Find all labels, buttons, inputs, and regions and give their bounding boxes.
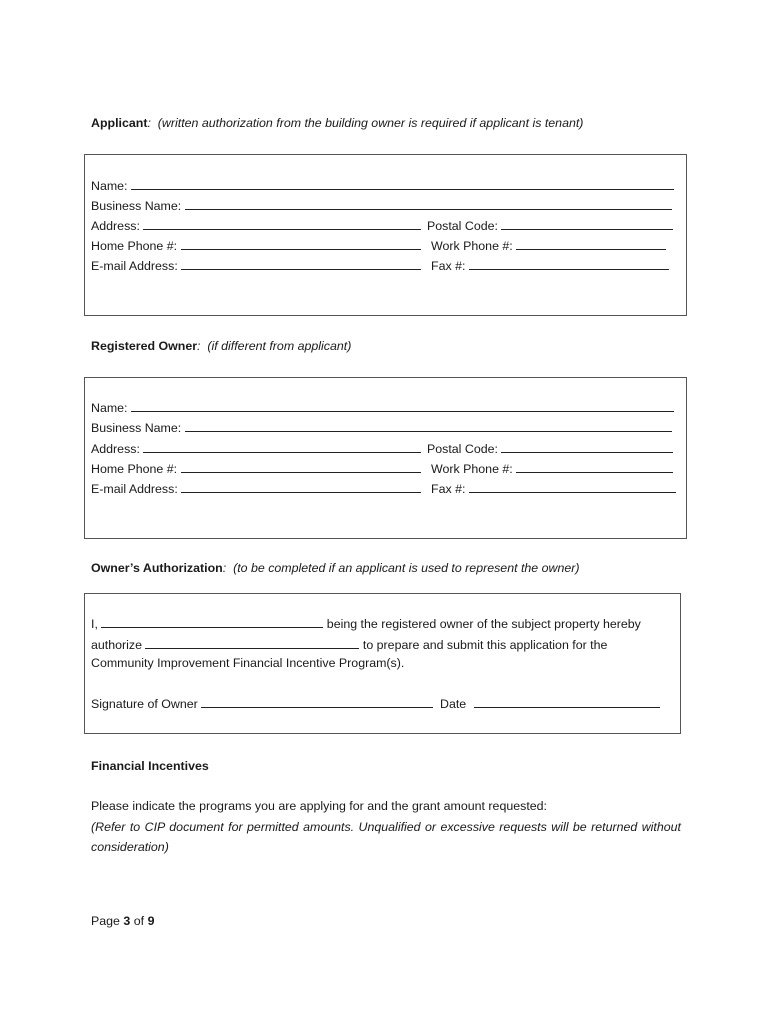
applicant-home-phone-row: Home Phone #: [91,237,421,253]
applicant-address-row: Address: [91,217,421,233]
owner-postal-row: Postal Code: [427,440,673,456]
owner-postal-code-field[interactable] [501,440,673,453]
applicant-email-field[interactable] [181,257,421,270]
applicant-email-row: E-mail Address: [91,257,421,273]
signature-of-owner-field[interactable] [201,695,433,708]
registered-owner-title: Registered Owner [91,339,198,353]
applicant-note: (written authorization from the building owner is required if applicant is tenant) [157,116,584,130]
authorization-line-1: I, being the registered owner of the subject property hereby [91,617,641,631]
financial-incentives-note: (Refer to CIP document for permitted amounts. Unqualified or excessive requests will be returned without consideration) [91,820,681,854]
applicant-name-row: Name: [91,177,674,193]
applicant-business-row: Business Name: [91,197,672,213]
owner-work-phone-field[interactable] [516,460,673,473]
owner-email-row: E-mail Address: [91,480,421,496]
owner-name-field[interactable] [131,399,674,412]
authorized-applicant-blank[interactable] [145,636,359,649]
date-row: Date [440,695,660,711]
owners-authorization-title: Owner’s Authorization [91,561,223,575]
applicant-postal-row: Postal Code: [427,217,673,233]
owner-email-field[interactable] [181,480,421,493]
owner-address-row: Address: [91,440,421,456]
authorization-line-2: authorize to prepare and submit this application for the [91,638,608,652]
owner-address-field[interactable] [143,440,421,453]
financial-incentives-instruction: Please indicate the programs you are applying for and the grant amount requested: [91,799,547,813]
applicant-fax-row: Fax #: [431,257,669,273]
date-field[interactable] [474,695,660,708]
applicant-work-phone-row: Work Phone #: [431,237,666,253]
signature-row: Signature of Owner [91,695,433,711]
registered-owner-heading: Registered Owner: (if different from applicant) [91,339,352,353]
applicant-heading: Applicant: (written authorization from the building owner is required if applicant is tenant) [91,116,584,130]
registered-owner-note: (if different from applicant) [207,339,352,353]
authorization-line-3: Community Improvement Financial Incentive Program(s). [91,656,405,670]
applicant-work-phone-field[interactable] [516,237,666,250]
applicant-fax-field[interactable] [469,257,669,270]
applicant-name-field[interactable] [131,177,674,190]
owner-name-blank[interactable] [101,615,323,628]
owner-business-row: Business Name: [91,419,672,435]
owner-home-phone-row: Home Phone #: [91,460,421,476]
owner-business-name-field[interactable] [185,419,672,432]
owner-home-phone-field[interactable] [181,460,421,473]
owners-authorization-heading: Owner’s Authorization: (to be completed if an applicant is used to represent the owner) [91,561,580,575]
owner-name-row: Name: [91,399,674,415]
financial-incentives-heading: Financial Incentives [91,759,209,773]
applicant-postal-code-field[interactable] [501,217,673,230]
applicant-home-phone-field[interactable] [181,237,421,250]
applicant-business-name-field[interactable] [185,197,672,210]
page-number: Page 3 of 9 [91,914,155,928]
owner-fax-field[interactable] [469,480,676,493]
applicant-address-field[interactable] [143,217,421,230]
owner-fax-row: Fax #: [431,480,676,496]
owners-authorization-note: (to be completed if an applicant is used to represent the owner) [233,561,580,575]
applicant-title: Applicant [91,116,148,130]
owner-work-phone-row: Work Phone #: [431,460,673,476]
